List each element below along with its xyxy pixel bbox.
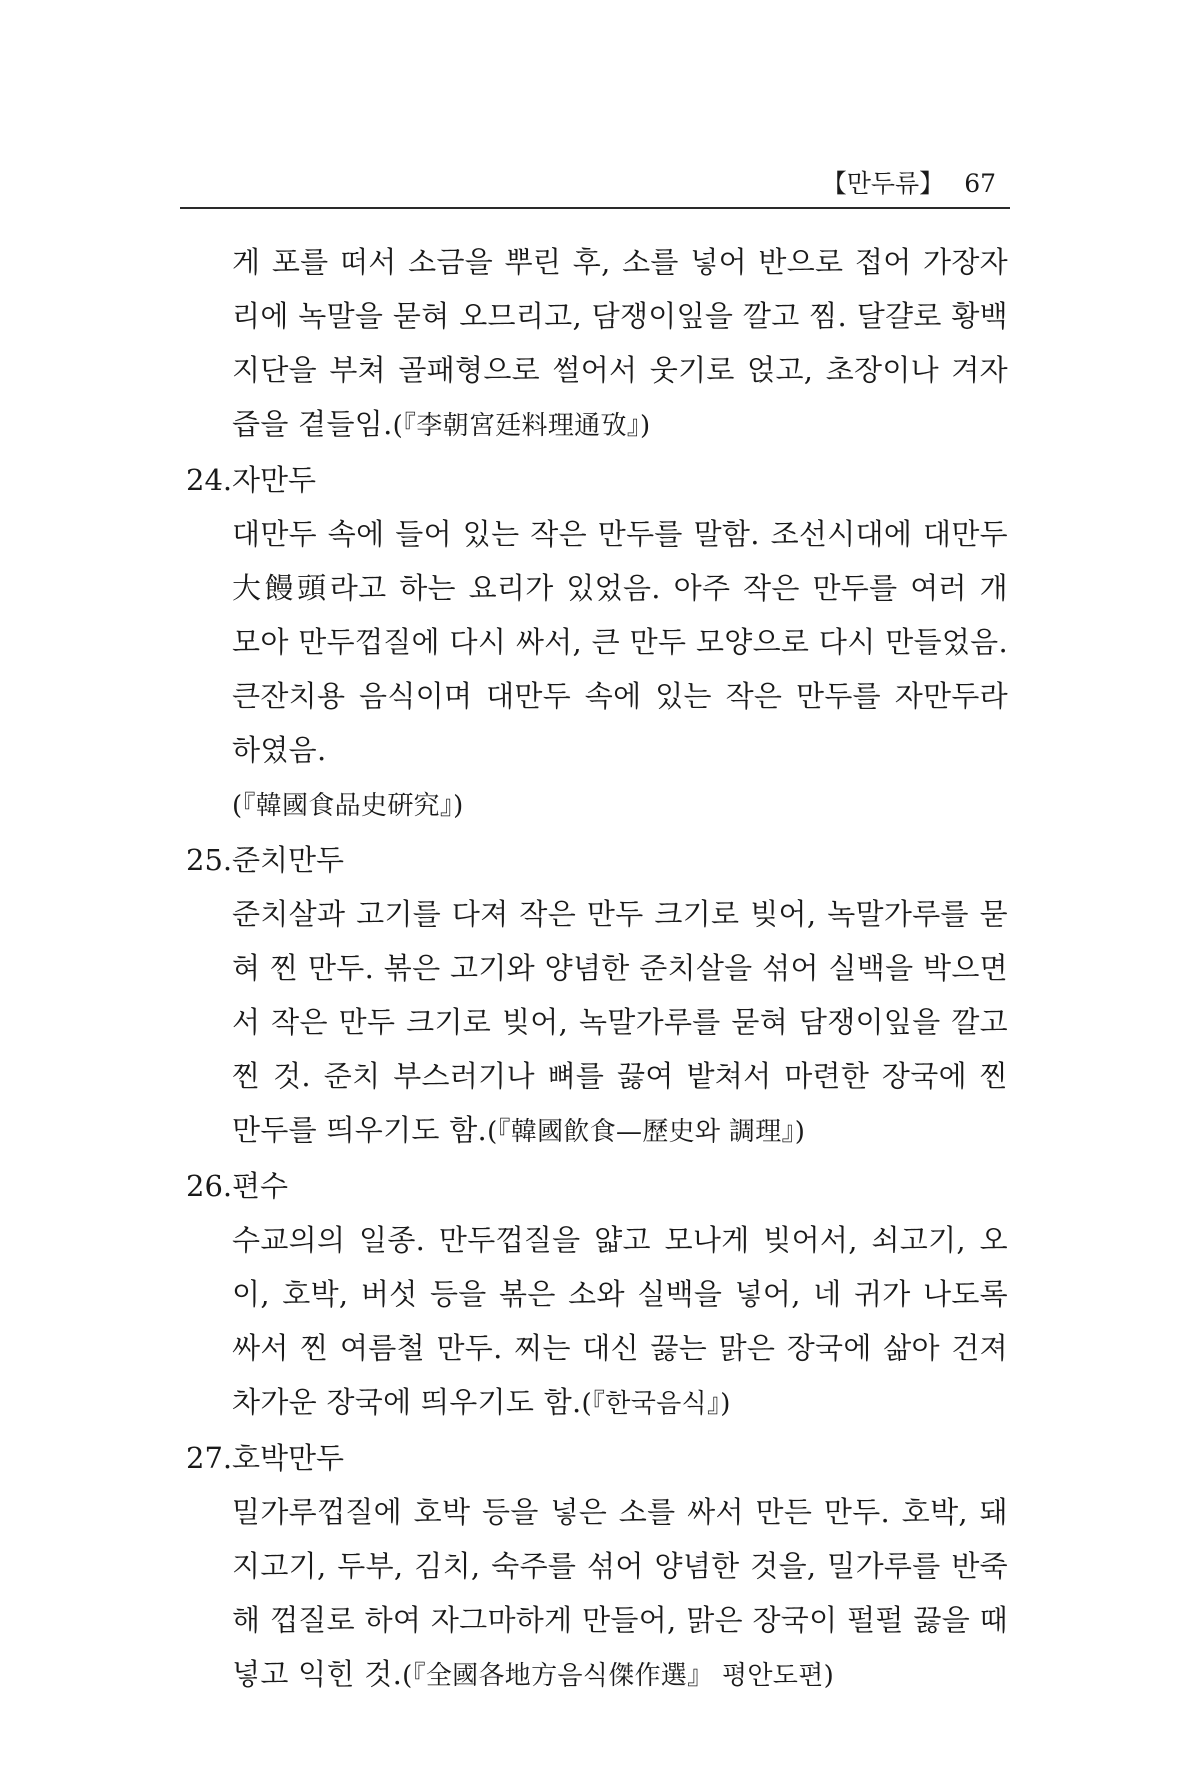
entry-paragraph xyxy=(232,1213,1008,1431)
entry-paragraph xyxy=(232,507,1008,833)
header-inner xyxy=(822,169,996,199)
intro-source: (『李朝宮廷料理通攷』) xyxy=(392,411,651,441)
intro-paragraph xyxy=(232,235,1008,453)
entry-number: 26. xyxy=(186,1169,233,1203)
entry-heading xyxy=(186,1431,1008,1485)
entry-title: 준치만두 xyxy=(232,843,345,877)
entry-number: 25. xyxy=(186,843,233,877)
entry-title: 호박만두 xyxy=(232,1441,345,1475)
entry-source: (『韓國食品史硏究』) xyxy=(232,791,464,821)
entry-number: 24. xyxy=(186,463,233,497)
entry-text: 대만두 속에 들어 있는 작은 만두를 말함. 조선시대에 대만두大饅頭라고 하는 요리가 있었음. 아주 작은 만두를 여러 개 모아 만두껍질에 다시 싸서, 큰 만두 모양으로 다시 만들었음. 큰잔치용 음식이며 대만두 속에 있는 작은 만두를 자만두라 하였음. xyxy=(232,517,1008,767)
running-header xyxy=(180,165,1010,209)
entry-source: (『韓國飮食—歷史와 調理』) xyxy=(487,1117,806,1147)
entry-paragraph xyxy=(232,887,1008,1159)
entry-text: 준치살과 고기를 다져 작은 만두 크기로 빚어, 녹말가루를 묻혀 찐 만두. 볶은 고기와 양념한 준치살을 섞어 실백을 박으면서 작은 만두 크기로 빚어, 녹말가루를 묻혀 담쟁이잎을 깔고 찐 것. 준치 부스러기나 뼈를 끓여 밭쳐서 마련한 장국에 찐 만두를 띄우기도 함. xyxy=(232,897,1008,1147)
page-number: 67 xyxy=(964,169,996,198)
entry-text: 밀가루껍질에 호박 등을 넣은 소를 싸서 만든 만두. 호박, 돼지고기, 두부, 김치, 숙주를 섞어 양념한 것을, 밀가루를 반죽해 껍질로 하여 자그마하게 만들어, 맑은 장국이 펄펄 끓을 때 넣고 익힌 것. xyxy=(232,1495,1008,1691)
intro-text: 게 포를 떠서 소금을 뿌린 후, 소를 넣어 반으로 접어 가장자리에 녹말을 묻혀 오므리고, 담쟁이잎을 깔고 찜. 달걀로 황백 지단을 부쳐 골패형으로 썰어서 웃기로 얹고, 초장이나 겨자즙을 곁들임. xyxy=(232,245,1008,441)
entry-27 xyxy=(186,1431,1008,1703)
entry-title: 편수 xyxy=(232,1169,289,1203)
entry-heading xyxy=(186,833,1008,887)
page-body xyxy=(186,235,1008,1703)
entry-26 xyxy=(186,1159,1008,1431)
entry-24 xyxy=(186,453,1008,833)
entry-text: 수교의의 일종. 만두껍질을 얇고 모나게 빚어서, 쇠고기, 오이, 호박, 버섯 등을 볶은 소와 실백을 넣어, 네 귀가 나도록 싸서 찐 여름철 만두. 찌는 대신 끓는 맑은 장국에 삶아 건져 차가운 장국에 띄우기도 함. xyxy=(232,1223,1008,1419)
entry-paragraph xyxy=(232,1485,1008,1703)
entry-source: (『한국음식』) xyxy=(581,1389,731,1419)
entry-heading xyxy=(186,1159,1008,1213)
entry-heading xyxy=(186,453,1008,507)
entry-title: 자만두 xyxy=(232,463,317,497)
entry-number: 27. xyxy=(186,1441,233,1475)
entry-25 xyxy=(186,833,1008,1159)
entry-source: (『全國各地方음식傑作選』 평안도편) xyxy=(402,1661,835,1691)
section-title: 【만두류】 xyxy=(821,169,945,198)
